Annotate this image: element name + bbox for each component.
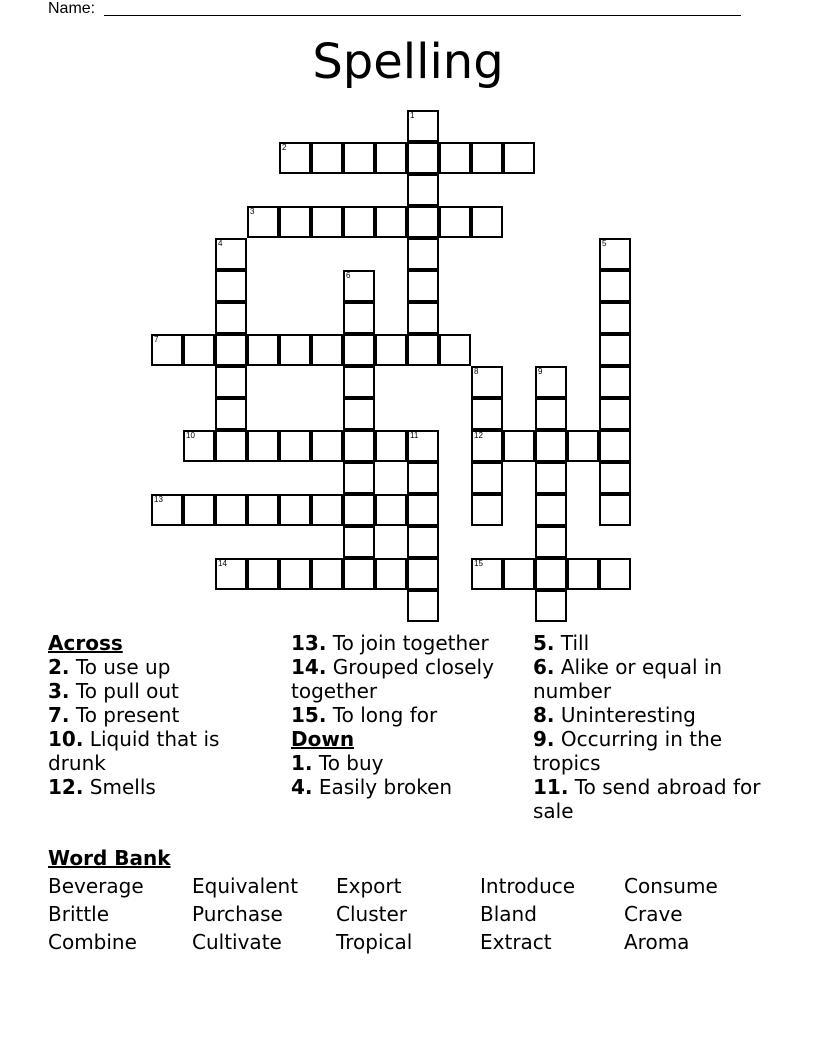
clue-number: 8 — [474, 367, 479, 376]
grid-cell[interactable] — [439, 142, 471, 174]
word-bank-word: Extract — [480, 930, 552, 954]
clue-item-number: 4. — [291, 775, 313, 799]
clue-item — [48, 727, 283, 775]
grid-cell[interactable] — [247, 494, 279, 526]
grid-cell[interactable] — [407, 558, 439, 590]
word-bank-row — [48, 930, 768, 958]
grid-cell[interactable] — [311, 558, 343, 590]
grid-cell[interactable] — [503, 142, 535, 174]
grid-cell[interactable] — [343, 398, 375, 430]
grid-cell[interactable] — [343, 206, 375, 238]
grid-cell[interactable] — [503, 558, 535, 590]
clue-item — [291, 775, 526, 799]
word-bank-title: Word Bank — [48, 846, 171, 870]
clue-number: 7 — [154, 335, 159, 344]
grid-cell[interactable] — [279, 494, 311, 526]
grid-cell[interactable] — [407, 430, 439, 462]
clue-item — [533, 775, 768, 823]
grid-cell[interactable] — [215, 302, 247, 334]
grid-cell[interactable] — [343, 526, 375, 558]
grid-cell[interactable] — [215, 366, 247, 398]
grid-cell[interactable] — [279, 142, 311, 174]
clue-number: 5 — [602, 239, 607, 248]
down-heading: Down — [291, 727, 355, 751]
grid-cell[interactable] — [215, 558, 247, 590]
grid-cell[interactable] — [215, 270, 247, 302]
clue-item-text: Alike or equal in number — [533, 655, 723, 703]
grid-cell[interactable] — [439, 206, 471, 238]
grid-cell[interactable] — [599, 302, 631, 334]
clue-item-text: To send abroad for sale — [533, 775, 761, 823]
grid-cell[interactable] — [439, 334, 471, 366]
clue-column-1 — [48, 631, 283, 799]
grid-cell[interactable] — [407, 270, 439, 302]
clue-item — [291, 703, 526, 727]
clue-number: 14 — [218, 559, 227, 568]
grid-cell[interactable] — [535, 526, 567, 558]
clue-item-number: 15. — [291, 703, 327, 727]
word-bank-word: Cultivate — [192, 930, 282, 954]
grid-cell[interactable] — [407, 334, 439, 366]
clue-item-number: 5. — [533, 631, 555, 655]
grid-cell[interactable] — [407, 462, 439, 494]
grid-cell[interactable] — [471, 366, 503, 398]
grid-cell[interactable] — [471, 430, 503, 462]
word-bank-row — [48, 902, 768, 930]
word-bank-row — [48, 874, 768, 902]
word-bank-word: Crave — [624, 902, 683, 926]
word-bank-word: Export — [336, 874, 402, 898]
grid-cell[interactable] — [343, 142, 375, 174]
grid-cell[interactable] — [407, 302, 439, 334]
word-bank-word: Purchase — [192, 902, 283, 926]
grid-cell[interactable] — [471, 398, 503, 430]
grid-cell[interactable] — [215, 398, 247, 430]
grid-cell[interactable] — [343, 366, 375, 398]
word-bank-word: Brittle — [48, 902, 110, 926]
word-bank-word: Aroma — [624, 930, 690, 954]
grid-cell[interactable] — [599, 398, 631, 430]
clue-item-text: Liquid that is drunk — [48, 727, 220, 775]
clue-number: 12 — [474, 431, 483, 440]
grid-cell[interactable] — [535, 366, 567, 398]
clue-item-number: 7. — [48, 703, 70, 727]
grid-cell[interactable] — [247, 206, 279, 238]
grid-cell[interactable] — [471, 206, 503, 238]
grid-cell[interactable] — [183, 430, 215, 462]
clue-item — [48, 775, 283, 799]
down-clue-list-2 — [533, 631, 768, 823]
clue-number: 13 — [154, 495, 163, 504]
down-clue-list-1 — [291, 751, 526, 799]
clue-item-number: 9. — [533, 727, 555, 751]
clue-item-text: Occurring in the tropics — [533, 727, 723, 775]
grid-cell[interactable] — [215, 334, 247, 366]
grid-cell[interactable] — [343, 430, 375, 462]
clue-item-number: 6. — [533, 655, 555, 679]
clue-number: 10 — [186, 431, 195, 440]
grid-cell[interactable] — [151, 334, 183, 366]
clue-column-2 — [291, 631, 526, 799]
grid-cell[interactable] — [215, 238, 247, 270]
clue-column-3 — [533, 631, 768, 823]
grid-cell[interactable] — [567, 430, 599, 462]
page-title: Spelling — [312, 34, 504, 90]
grid-cell[interactable] — [535, 398, 567, 430]
grid-cell[interactable] — [407, 494, 439, 526]
word-bank-word: Beverage — [48, 874, 144, 898]
grid-cell[interactable] — [535, 590, 567, 622]
clue-item — [291, 631, 526, 655]
across-clue-list-2 — [291, 631, 526, 727]
grid-cell[interactable] — [311, 142, 343, 174]
grid-cell[interactable] — [471, 494, 503, 526]
clue-item-number: 13. — [291, 631, 327, 655]
clue-number: 6 — [346, 271, 351, 280]
grid-cell[interactable] — [279, 334, 311, 366]
grid-cell[interactable] — [535, 558, 567, 590]
clue-number: 11 — [410, 431, 419, 440]
grid-cell[interactable] — [407, 526, 439, 558]
grid-cell[interactable] — [535, 494, 567, 526]
grid-cell[interactable] — [599, 430, 631, 462]
clue-item-number: 3. — [48, 679, 70, 703]
grid-cell[interactable] — [407, 174, 439, 206]
grid-cell[interactable] — [247, 430, 279, 462]
grid-cell[interactable] — [311, 430, 343, 462]
clue-item-text: To use up — [69, 655, 171, 679]
clue-item — [533, 655, 768, 703]
grid-cell[interactable] — [471, 462, 503, 494]
grid-cell[interactable] — [279, 430, 311, 462]
grid-cell[interactable] — [599, 558, 631, 590]
grid-cell[interactable] — [599, 494, 631, 526]
grid-cell[interactable] — [503, 430, 535, 462]
grid-cell[interactable] — [471, 142, 503, 174]
grid-cell[interactable] — [343, 462, 375, 494]
grid-cell[interactable] — [343, 558, 375, 590]
clue-item-text: To join together — [326, 631, 489, 655]
clue-item-number: 1. — [291, 751, 313, 775]
clue-item — [48, 655, 283, 679]
grid-cell[interactable] — [215, 430, 247, 462]
clue-item — [533, 631, 768, 655]
clue-item-text: To long for — [326, 703, 438, 727]
clue-number: 2 — [282, 143, 287, 152]
clue-item-text: Uninteresting — [554, 703, 696, 727]
word-bank-word: Tropical — [336, 930, 413, 954]
grid-cell[interactable] — [599, 238, 631, 270]
grid-cell[interactable] — [375, 334, 407, 366]
name-label: Name: — [48, 0, 96, 17]
grid-cell[interactable] — [279, 558, 311, 590]
grid-cell[interactable] — [311, 494, 343, 526]
clue-item-number: 8. — [533, 703, 555, 727]
clue-number: 1 — [410, 111, 415, 120]
clue-item-number: 2. — [48, 655, 70, 679]
word-bank-word: Bland — [480, 902, 537, 926]
clue-item-number: 10. — [48, 727, 84, 751]
grid-cell[interactable] — [343, 494, 375, 526]
clue-item-text: To pull out — [69, 679, 179, 703]
clue-item-number: 14. — [291, 655, 327, 679]
grid-cell[interactable] — [343, 270, 375, 302]
clue-item — [48, 703, 283, 727]
clue-item-text: Till — [554, 631, 590, 655]
clue-item-text: To present — [69, 703, 180, 727]
clue-item-text: Smells — [83, 775, 156, 799]
grid-cell[interactable] — [471, 558, 503, 590]
grid-cell[interactable] — [599, 270, 631, 302]
word-bank-word: Introduce — [480, 874, 576, 898]
grid-cell[interactable] — [407, 590, 439, 622]
clue-item — [533, 703, 768, 727]
grid-cell[interactable] — [343, 334, 375, 366]
clue-number: 3 — [250, 207, 255, 216]
clue-item-text: To buy — [312, 751, 384, 775]
word-bank-word: Consume — [624, 874, 718, 898]
grid-cell[interactable] — [183, 334, 215, 366]
grid-cell[interactable] — [535, 462, 567, 494]
grid-cell[interactable] — [407, 206, 439, 238]
clue-item — [291, 751, 526, 775]
word-bank-word: Cluster — [336, 902, 407, 926]
grid-cell[interactable] — [407, 142, 439, 174]
grid-cell[interactable] — [599, 366, 631, 398]
grid-cell[interactable] — [375, 558, 407, 590]
grid-cell[interactable] — [183, 494, 215, 526]
word-bank-word: Equivalent — [192, 874, 299, 898]
clue-number: 15 — [474, 559, 483, 568]
across-heading: Across — [48, 631, 123, 655]
grid-cell[interactable] — [279, 206, 311, 238]
grid-cell[interactable] — [535, 430, 567, 462]
across-clue-list-1 — [48, 655, 283, 799]
grid-cell[interactable] — [311, 334, 343, 366]
grid-cell[interactable] — [215, 494, 247, 526]
grid-cell[interactable] — [343, 302, 375, 334]
grid-cell[interactable] — [567, 558, 599, 590]
grid-cell[interactable] — [151, 494, 183, 526]
clue-item — [48, 679, 283, 703]
clue-number: 9 — [538, 367, 543, 376]
grid-cell[interactable] — [375, 494, 407, 526]
grid-cell[interactable] — [599, 462, 631, 494]
clue-number: 4 — [218, 239, 223, 248]
grid-cell[interactable] — [247, 334, 279, 366]
clue-item-number: 12. — [48, 775, 84, 799]
grid-cell[interactable] — [311, 206, 343, 238]
clue-item-text: Grouped closely together — [291, 655, 494, 703]
word-bank — [48, 874, 768, 958]
word-bank-word: Combine — [48, 930, 137, 954]
clue-item — [533, 727, 768, 775]
clue-item-text: Easily broken — [312, 775, 453, 799]
grid-cell[interactable] — [407, 238, 439, 270]
grid-cell[interactable] — [407, 110, 439, 142]
grid-cell[interactable] — [599, 334, 631, 366]
clue-item-number: 11. — [533, 775, 569, 799]
clue-item — [291, 655, 526, 703]
grid-cell[interactable] — [375, 206, 407, 238]
grid-cell[interactable] — [375, 430, 407, 462]
grid-cell[interactable] — [375, 142, 407, 174]
grid-cell[interactable] — [247, 558, 279, 590]
